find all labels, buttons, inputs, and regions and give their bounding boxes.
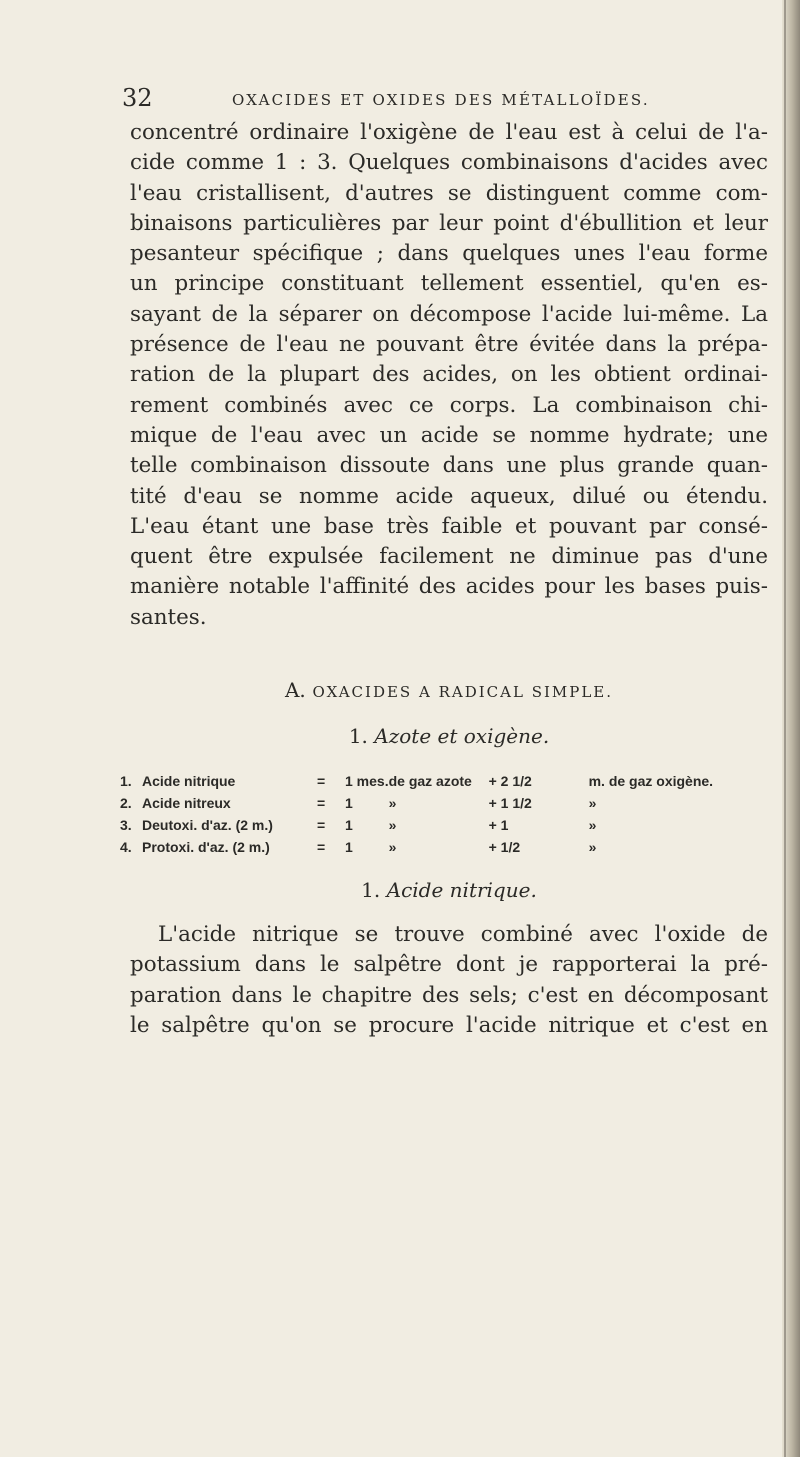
subsection-number: 1.	[348, 724, 368, 749]
compound-tail-cell: »	[588, 839, 597, 856]
text-line: L'acide nitrique se trouve combiné avec l'oxide de	[158, 922, 768, 948]
compound-gas-cell: de gaz azote	[388, 773, 472, 790]
compound-name-cell: Acide nitreux	[142, 795, 231, 812]
text-line: le salpêtre qu'on se procure l'acide nitrique et c'est en	[130, 1012, 768, 1038]
compound-eq-cell: =	[317, 773, 326, 790]
text-line: sayant de la séparer on décompose l'acide lui-même. La	[130, 301, 768, 327]
compound-name-cell: Acide nitrique	[142, 773, 236, 790]
compound-plus-cell: + 1/2	[488, 839, 521, 856]
text-line: santes.	[130, 604, 207, 630]
subsection-number: 1.	[361, 878, 381, 903]
book-page	[120, 84, 768, 1041]
compound-name-cell: Protoxi. d'az. (2 m.)	[142, 839, 270, 856]
text-line: L'eau étant une base très faible et pouvant par consé-	[130, 513, 768, 539]
section-title: OXACIDES A RADICAL SIMPLE.	[312, 683, 614, 702]
page-number: 32	[122, 84, 153, 112]
running-header	[122, 84, 768, 118]
text-line: potassium dans le salpêtre dont je rapporterai la pré-	[130, 952, 768, 978]
section-heading-a	[130, 678, 768, 702]
compound-eq-cell: =	[317, 817, 326, 834]
text-line: binaisons particulières par leur point d'ébullition et leur	[130, 210, 768, 236]
compound-num-cell: 3.	[120, 817, 132, 834]
text-line: concentré ordinaire l'oxigène de l'eau est à celui de l'a-	[130, 120, 768, 145]
compound-gas-cell: »	[388, 795, 397, 812]
subsection-title: Azote et oxigène.	[374, 724, 550, 749]
compound-name-cell: Deutoxi. d'az. (2 m.)	[142, 817, 273, 834]
text-line: mique de l'eau avec un acide se nomme hydrate; une	[130, 422, 768, 448]
compound-n-cell: 1	[345, 817, 353, 834]
compound-num-cell: 4.	[120, 839, 132, 856]
compound-n-cell: 1 mes.	[345, 773, 389, 790]
compound-eq-cell: =	[317, 795, 326, 812]
running-title: OXACIDES ET OXIDES DES MÉTALLOÏDES.	[232, 91, 650, 109]
paragraph-2	[130, 920, 768, 1041]
paragraph-1	[130, 118, 768, 633]
compound-n-cell: 1	[345, 795, 353, 812]
text-line: cide comme 1 : 3. Quelques combinaisons d'acides avec	[130, 150, 768, 176]
text-line: paration dans le chapitre des sels; c'est en décomposant	[130, 982, 768, 1008]
compound-row	[120, 792, 713, 814]
text-line: ration de la plupart des acides, on les obtient ordinai-	[130, 362, 768, 388]
page-edge-line	[784, 0, 786, 1457]
subsection-title: Acide nitrique.	[386, 878, 537, 903]
compound-plus-cell: + 1 1/2	[488, 795, 532, 812]
text-line: manière notable l'affinité des acides pour les bases puis-	[130, 574, 768, 600]
text-line: présence de l'eau ne pouvant être évitée dans la prépa-	[130, 332, 768, 358]
text-line: pesanteur spécifique ; dans quelques unes l'eau forme	[130, 241, 768, 267]
compound-gas-cell: »	[388, 817, 397, 834]
text-line: quent être expulsée facilement ne diminue pas d'une	[130, 544, 768, 570]
compound-n-cell: 1	[345, 839, 353, 856]
compound-row	[120, 814, 713, 836]
compound-tail-cell: m. de gaz oxigène.	[588, 773, 714, 790]
text-line: un principe constituant tellement essentiel, qu'en es-	[130, 271, 768, 297]
text-line: telle combinaison dissoute dans une plus grande quan-	[130, 453, 768, 479]
compound-num-cell: 2.	[120, 795, 132, 812]
compound-plus-cell: + 1	[488, 817, 509, 834]
compound-eq-cell: =	[317, 839, 326, 856]
compound-gas-cell: »	[388, 839, 397, 856]
compound-row	[120, 836, 713, 858]
compound-num-cell: 1.	[120, 773, 132, 790]
text-line: l'eau cristallisent, d'autres se distinguent comme com-	[130, 180, 768, 206]
section-letter: A.	[284, 678, 306, 703]
compound-plus-cell: + 2 1/2	[488, 773, 532, 790]
subsection-heading-azote	[130, 724, 768, 748]
text-line: rement combinés avec ce corps. La combinaison chi-	[130, 392, 768, 418]
compound-tail-cell: »	[588, 817, 597, 834]
compound-row	[120, 770, 713, 792]
subsection-heading-acide-nitrique	[130, 878, 768, 902]
compounds-table	[120, 770, 713, 858]
compound-tail-cell: »	[588, 795, 597, 812]
text-line: tité d'eau se nomme acide aqueux, dilué ou étendu.	[130, 483, 768, 509]
